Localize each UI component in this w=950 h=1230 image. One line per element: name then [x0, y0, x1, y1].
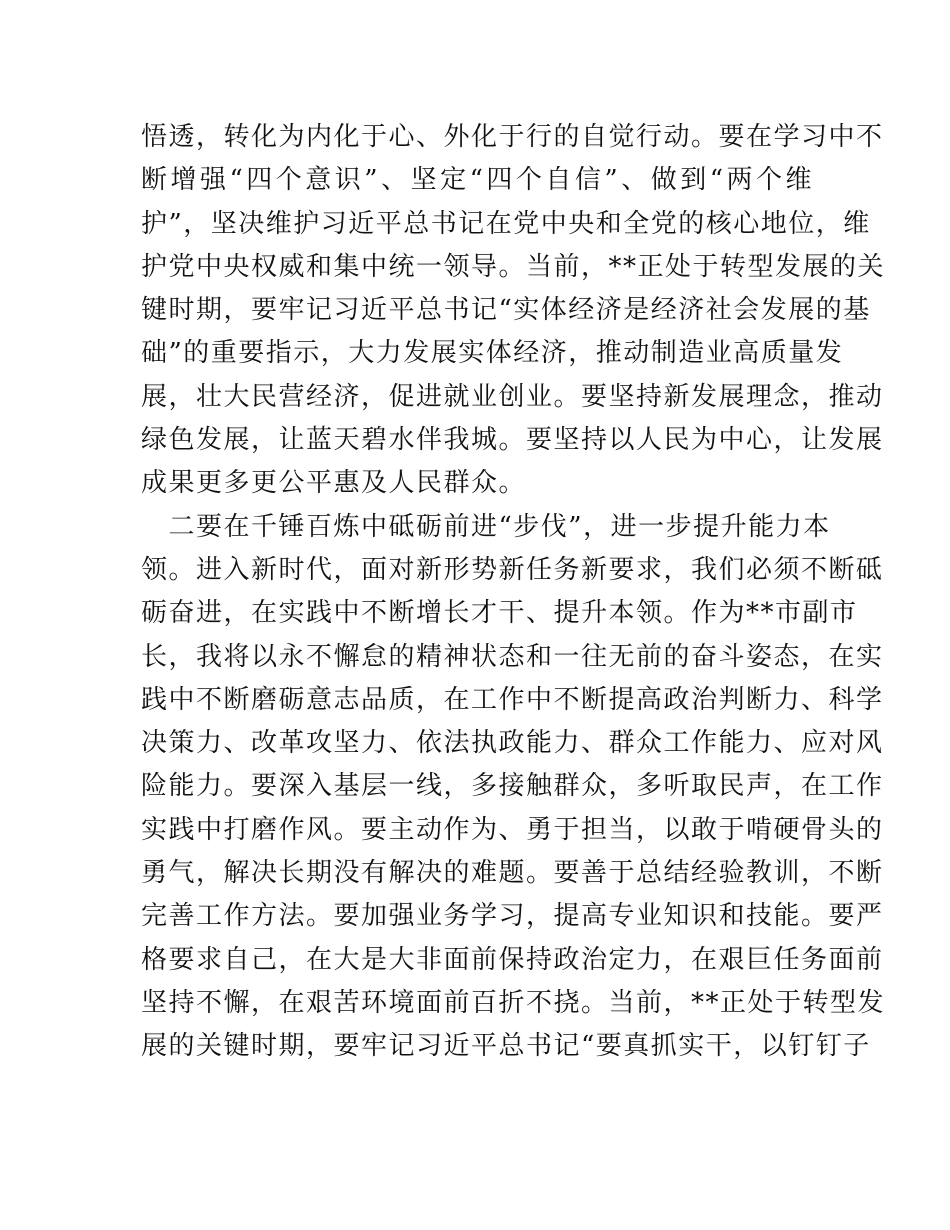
text-line: 坚持不懈，在艰苦环境面前百折不挠。当前，**正处于转型发 — [141, 987, 886, 1018]
text-line: 实践中打磨作风。要主动作为、勇于担当，以敢于啃硬骨头的 — [141, 814, 884, 845]
text-line: 展的关键时期，要牢记习近平总书记“要真抓实干，以钉钉子 — [141, 1031, 871, 1062]
text-line: 格要求自己，在大是大非面前保持政治定力，在艰巨任务面前 — [141, 944, 884, 975]
paragraph-1 — [141, 116, 886, 506]
text-line: 决策力、改革攻坚力、依法执政能力、群众工作能力、应对风 — [141, 728, 884, 759]
text-line: 断增强“四个意识”、坚定“四个自信”、做到“两个维 — [141, 165, 813, 196]
text-line: 护党中央权威和集中统一领导。当前，**正处于转型发展的关 — [141, 251, 886, 282]
text-line: 二要在千锤百炼中砥砺前进“步伐”，进一步提升能力本 — [141, 511, 831, 542]
text-line: 勇气，解决长期没有解决的难题。要善于总结经验教训，不断 — [141, 858, 884, 889]
text-line: 砺奋进，在实践中不断增长才干、提升本领。作为**市副市 — [141, 598, 858, 629]
text-line: 础”的重要指示，大力发展实体经济，推动制造业高质量发 — [141, 338, 844, 369]
text-line: 绿色发展，让蓝天碧水伴我城。要坚持以人民为中心，让发展 — [141, 425, 884, 456]
text-line: 键时期，要牢记习近平总书记“实体经济是经济社会发展的基 — [141, 295, 871, 326]
text-line: 领。进入新时代，面对新形势新任务新要求，我们必须不断砥 — [141, 554, 884, 585]
text-line: 护”，坚决维护习近平总书记在党中央和全党的核心地位，维 — [141, 208, 871, 239]
text-line: 成果更多更公平惠及人民群众。 — [141, 468, 527, 499]
text-line: 完善工作方法。要加强业务学习，提高专业知识和技能。要严 — [141, 901, 884, 932]
text-line: 险能力。要深入基层一线，多接触群众，多听取民声，在工作 — [141, 771, 884, 802]
document-body — [141, 116, 886, 1069]
text-line: 践中不断磨砺意志品质，在工作中不断提高政治判断力、科学 — [141, 684, 884, 715]
text-line: 悟透，转化为内化于心、外化于行的自觉行动。要在学习中不 — [141, 122, 884, 152]
text-line: 展，壮大民营经济，促进就业创业。要坚持新发展理念，推动 — [141, 381, 884, 412]
text-line: 长，我将以永不懈怠的精神状态和一往无前的奋斗姿态，在实 — [141, 641, 884, 672]
paragraph-2 — [141, 506, 886, 1069]
